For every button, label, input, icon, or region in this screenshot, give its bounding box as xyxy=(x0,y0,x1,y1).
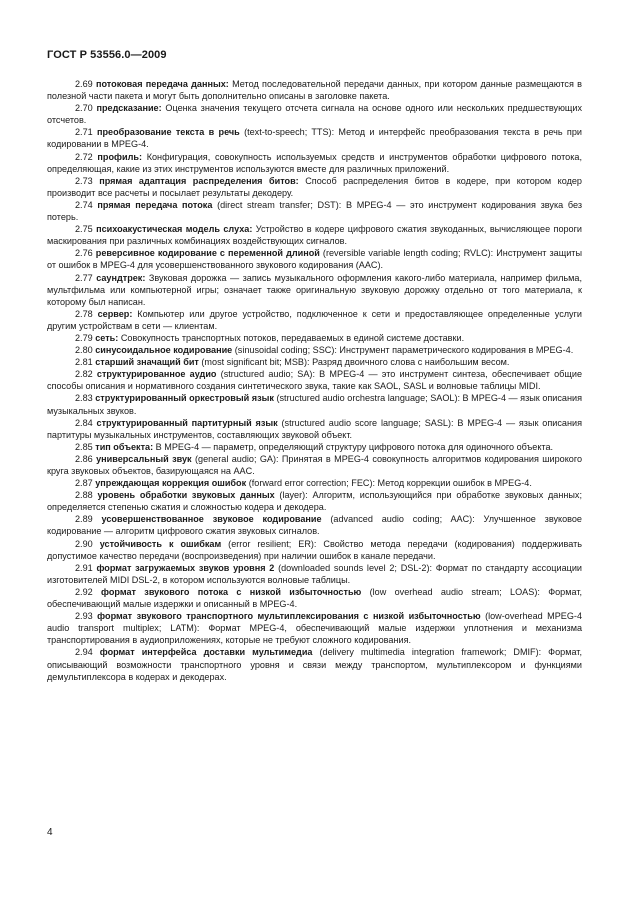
entry-text: (structured audio; SA): В MPEG-4 — это инструмент синтеза, обеспечивает общие способы описания и нормативного создания синтетического звука, такие как SAOL, SASL и волновые таблицы MIDI. xyxy=(47,369,583,392)
entry-number: 2.78 xyxy=(75,308,93,319)
entry-number: 2.85 xyxy=(75,441,93,452)
definition-entry xyxy=(47,78,582,102)
entry-text: (error resilient; ER): Свойство метода передачи (кодирования) поддерживать допустимое качество передачи (воспроизведения) при наличии ошибок в канале передачи. xyxy=(47,538,582,561)
definition-entry xyxy=(47,562,582,586)
entry-text: Оценка значения текущего отсчета сигнала на основе одного или нескольких предшествующих отсчетов. xyxy=(47,103,583,126)
entry-term: прямая адаптация распределения битов: xyxy=(99,175,299,186)
entry-text: (general audio; GA): Принятая в MPEG-4 совокупность алгоритмов кодирования широкого круга звуковых объектов, базирующаяся на AAC. xyxy=(47,453,583,476)
entry-text: (low overhead audio stream; LOAS): Формат, обеспечивающий малые издержки и описанный в MPEG-4. xyxy=(47,586,583,610)
entry-number: 2.90 xyxy=(75,538,93,549)
entry-text: (direct stream transfer; DST): В MPEG-4 — это инструмент кодирования звука без потерь. xyxy=(47,199,582,223)
entry-number: 2.91 xyxy=(75,562,93,573)
entry-text: (advanced audio coding; AAC): Улучшенное звуковое кодирование — алгоритм цифрового сжатия звуковых сигналов. xyxy=(47,514,582,537)
entry-text: Звуковая дорожка — запись музыкального оформления какого-либо материала, например фильма, мультфильма или компьютерной игры; означает также оригинальную звуковую дорожку отдельно от того материала, к которому был написан. xyxy=(47,272,582,307)
entry-text: (reversible variable length coding; RVLC): Инструмент защиты от ошибок в MPEG-4 для усовершенствованного звукового кодирования (AAC). xyxy=(47,248,582,271)
entry-number: 2.93 xyxy=(75,611,93,622)
entry-number: 2.82 xyxy=(75,369,93,380)
entry-term: преобразование текста в речь xyxy=(97,127,240,138)
entry-term: структурированное аудио xyxy=(96,369,217,380)
entry-text: Метод последовательной передачи данных, при котором данные размещаются в полезной части пакета и могут быть дополнительно описаны в заголовке пакета. xyxy=(47,79,583,102)
entry-term: реверсивное кодирование с переменной длиной xyxy=(95,248,320,259)
entry-term: усовершенствованное звуковое кодирование xyxy=(101,514,322,525)
definition-entry xyxy=(47,344,582,356)
entry-term: устойчивость к ошибкам xyxy=(99,538,222,549)
entry-number: 2.79 xyxy=(75,332,93,343)
definition-entry xyxy=(47,126,582,150)
entry-text: Способ распределения битов в кодере, при котором кодер производит все расчеты и посылает результаты декодеру. xyxy=(47,175,582,198)
entry-term: упреждающая коррекция ошибок xyxy=(95,478,247,489)
entry-text: (layer): Алгоритм, использующийся при обработке звуковых данных; определяется степенью сжатия и сложностью кодера и декодера. xyxy=(47,490,583,513)
entry-text: Компьютер или другое устройство, подключенное к сети и предоставляющее определенные услуги другим устройствам в сети — клиентам. xyxy=(47,308,582,331)
entry-number: 2.94 xyxy=(75,647,93,658)
definition-entry xyxy=(47,489,582,513)
entry-number: 2.71 xyxy=(75,127,93,138)
definition-entry xyxy=(47,453,582,477)
entry-term: саундтрек: xyxy=(96,272,146,283)
entry-term: старший значащий бит xyxy=(95,357,199,368)
entry-term: предсказание: xyxy=(96,103,162,114)
entry-term: формат звукового транспортного мультиплексирования с низкой избыточностью xyxy=(97,611,481,622)
entry-text: (sinusoidal coding; SSC): Инструмент параметрического кодирования в MPEG-4. xyxy=(234,345,574,356)
entry-number: 2.77 xyxy=(75,272,93,283)
definition-entry xyxy=(47,417,582,441)
definitions-list xyxy=(47,78,582,683)
entry-term: психоакустическая модель слуха: xyxy=(96,224,253,235)
entry-number: 2.87 xyxy=(75,478,93,489)
entry-term: структурированный партитурный язык xyxy=(96,417,278,428)
entry-term: тип объекта: xyxy=(95,441,154,452)
entry-term: сервер: xyxy=(97,308,133,319)
definition-entry xyxy=(47,247,582,271)
entry-number: 2.76 xyxy=(75,248,93,259)
definition-entry xyxy=(47,175,582,199)
entry-term: сеть: xyxy=(95,332,119,343)
entry-number: 2.74 xyxy=(75,199,93,210)
entry-term: уровень обработки звуковых данных xyxy=(97,490,275,501)
definition-entry xyxy=(47,356,582,368)
entry-term: универсальный звук xyxy=(96,453,192,464)
entry-term: структурированный оркестровый язык xyxy=(95,393,274,404)
definition-entry xyxy=(47,586,582,610)
entry-number: 2.73 xyxy=(75,175,93,186)
definition-entry xyxy=(47,477,582,489)
entry-text: (low-overhead MPEG-4 audio transport multiplex; LATM): Формат MPEG-4, обеспечивающий малые издержки уплотнения и механизма транспортирования в аудиоприложениях, которые не требуют сложного кодирования. xyxy=(47,611,583,646)
entry-term: формат загружаемых звуков уровня 2 xyxy=(96,562,275,573)
definition-entry xyxy=(47,102,582,126)
entry-term: прямая передача потока xyxy=(97,199,213,210)
definition-entry xyxy=(47,368,582,392)
entry-text: (downloaded sounds level 2; DSL-2): Формат по стандарту ассоциации изготовителей MIDI DSL-2, в котором используются волновые таблицы. xyxy=(47,562,583,585)
definition-entry xyxy=(47,151,582,175)
definition-entry xyxy=(47,441,582,453)
entry-term: профиль: xyxy=(97,151,142,162)
definition-entry xyxy=(47,199,582,223)
entry-number: 2.86 xyxy=(75,453,93,464)
entry-number: 2.72 xyxy=(75,151,93,162)
definition-entry xyxy=(47,223,582,247)
entry-text: В MPEG-4 — параметр, определяющий структуру цифрового потока для одиночного объекта. xyxy=(155,441,554,452)
entry-text: (structured audio orchestra language; SAOL): В MPEG-4 — язык описания музыкальных звуков. xyxy=(47,393,583,416)
definition-entry xyxy=(47,272,582,308)
entry-number: 2.69 xyxy=(75,79,93,89)
definition-entry xyxy=(47,308,582,332)
entry-text: (delivery multimedia integration framework; DMIF): Формат, описывающий возможности транспортного уровня и связи между транспортом, мультиплексором и функциями демультиплексора в кодерах и декодерах. xyxy=(47,647,582,682)
definition-entry xyxy=(47,513,582,537)
entry-text: (most significant bit; MSB): Разряд двоичного слова с наибольшим весом. xyxy=(201,357,510,368)
entry-term: потоковая передача данных: xyxy=(95,79,229,89)
entry-number: 2.83 xyxy=(75,393,93,404)
definition-entry xyxy=(47,610,582,646)
entry-number: 2.89 xyxy=(75,514,93,525)
definition-entry xyxy=(47,646,582,682)
entry-number: 2.88 xyxy=(75,490,93,501)
entry-text: (structured audio score language; SASL): В MPEG-4 — язык описания партитуры музыкальных инструментов, составляющих звуковой объект. xyxy=(47,417,582,440)
document-header: ГОСТ Р 53556.0—2009 xyxy=(47,49,167,61)
entry-number: 2.75 xyxy=(75,224,93,235)
entry-term: синусоидальное кодирование xyxy=(95,345,233,356)
definition-entry xyxy=(47,538,582,562)
entry-text: Устройство в кодере цифрового сжатия звукоданных, вычисляющее пороги маскирования при различных комбинациях воздействующих сигналов. xyxy=(47,224,583,247)
entry-number: 2.70 xyxy=(75,103,93,114)
entry-term: формат звукового потока с низкой избыточностью xyxy=(101,586,362,597)
definition-entry xyxy=(47,392,582,416)
definition-entry xyxy=(47,332,582,344)
entry-term: формат интерфейса доставки мультимедиа xyxy=(99,647,313,658)
page-number: 4 xyxy=(47,827,53,838)
entry-number: 2.80 xyxy=(75,345,93,356)
entry-text: (forward error correction; FEC): Метод коррекции ошибок в MPEG-4. xyxy=(248,478,532,489)
entry-number: 2.84 xyxy=(75,417,93,428)
entry-text: (text-to-speech; TTS): Метод и интерфейс преобразования текста в речь при кодировании в MPEG-4. xyxy=(47,127,582,150)
entry-text: Совокупность транспортных потоков, передаваемых в единой системе доставки. xyxy=(120,332,465,343)
entry-text: Конфигурация, совокупность используемых средств и инструментов обработки цифрового потока, определяющая, какие из этих инструментов используются вместе для различных приложений. xyxy=(47,151,582,174)
entry-number: 2.81 xyxy=(75,357,93,368)
entry-number: 2.92 xyxy=(75,586,93,597)
